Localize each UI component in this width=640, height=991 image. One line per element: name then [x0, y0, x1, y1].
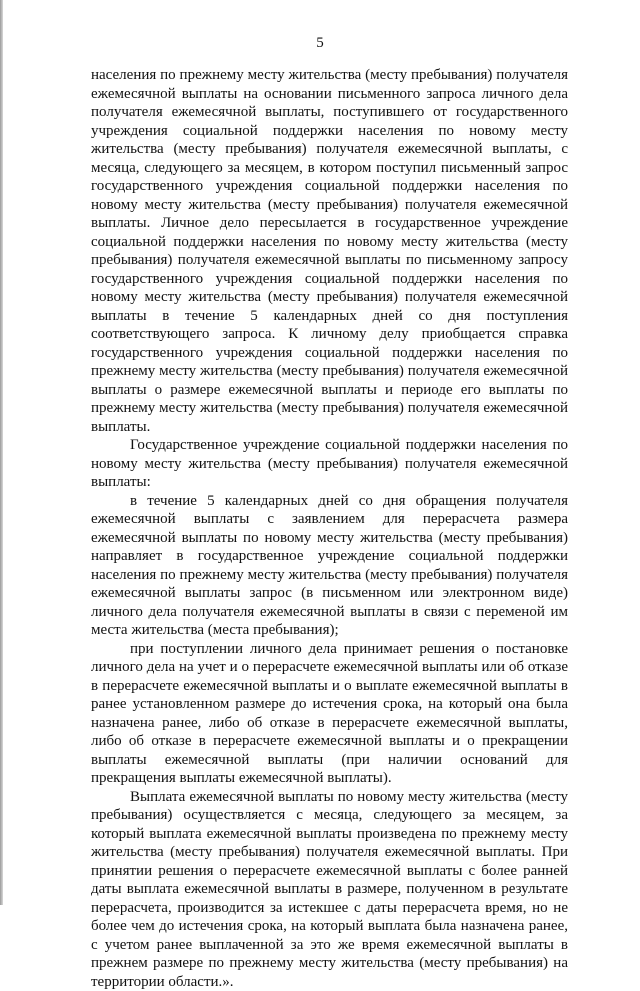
- paragraph-institution-duties-intro: Государственное учреждение социальной поддержки населения по новому месту жительства (месту пребывания) получателя ежемесячной выплаты:: [91, 436, 568, 492]
- page-number: 5: [0, 34, 640, 52]
- paragraph-request-within-5-days: в течение 5 календарных дней со дня обращения получателя ежемесячной выплаты с заявлением для перерасчета размера ежемесячной выплаты по новому месту жительства (месту пребывания) направляет в государственное учреждение социальной поддержки населения по прежнему месту жительства (месту пребывания) получателя ежемесячной выплаты запрос (в письменном или электронном виде) личного дела получателя ежемесячной выплаты в связи с переменой им места жительства (места пребывания);: [91, 492, 568, 640]
- document-body: [91, 66, 568, 991]
- paragraph-continuation: населения по прежнему месту жительства (месту пребывания) получателя ежемесячной выплаты на основании письменного запроса личного дела получателя ежемесячной выплаты, поступившего от государственного учреждения социальной поддержки населения по новому месту жительства (месту пребывания) получателя ежемесячной выплаты, с месяца, следующего за месяцем, в котором поступил письменный запрос государственного учреждения социальной поддержки населения по новому месту жительства (месту пребывания) получателя ежемесячной выплаты. Личное дело пересылается в государственное учреждение социальной поддержки населения по новому месту жительства (месту пребывания) получателя ежемесячной выплаты по письменному запросу государственного учреждения социальной поддержки населения по новому месту жительства (месту пребывания) получателя ежемесячной выплаты в течение 5 календарных дней со дня поступления соответствующего запроса. К личному делу приобщается справка государственного учреждения социальной поддержки населения по прежнему месту жительства (месту пребывания) получателя ежемесячной выплаты о размере ежемесячной выплаты и периоде его выплаты по прежнему месту жительства (месту пребывания) получателя ежемесячной выплаты.: [91, 66, 568, 436]
- paragraph-payment-at-new-residence: Выплата ежемесячной выплаты по новому месту жительства (месту пребывания) осуществляется с месяца, следующего за месяцем, за который выплата ежемесячной выплаты произведена по прежнему месту жительства (месту пребывания) получателя ежемесячной выплаты. При принятии решения о перерасчете ежемесячной выплаты с более ранней даты выплата ежемесячной выплаты в размере, полученном в результате перерасчета, производится за истекшее с даты перерасчета время, но не более чем до истечения срока, на который выплата была назначена ранее, с учетом ранее выплаченной за это же время ежемесячной выплаты в прежнем размере по прежнему месту жительства (месту пребывания) на территории области.».: [91, 788, 568, 991]
- scan-edge: [0, 0, 3, 905]
- paragraph-decision-on-receipt: при поступлении личного дела принимает решения о постановке личного дела на учет и о перерасчете ежемесячной выплаты или об отказе в перерасчете ежемесячной выплаты и о выплате ежемесячной выплаты в ранее установленном размере до истечения срока, на который она была назначена ранее, либо об отказе в перерасчете ежемесячной выплаты, либо об отказе в перерасчете ежемесячной выплаты и о прекращении выплаты ежемесячной выплаты (при наличии оснований для прекращения выплаты ежемесячной выплаты).: [91, 640, 568, 788]
